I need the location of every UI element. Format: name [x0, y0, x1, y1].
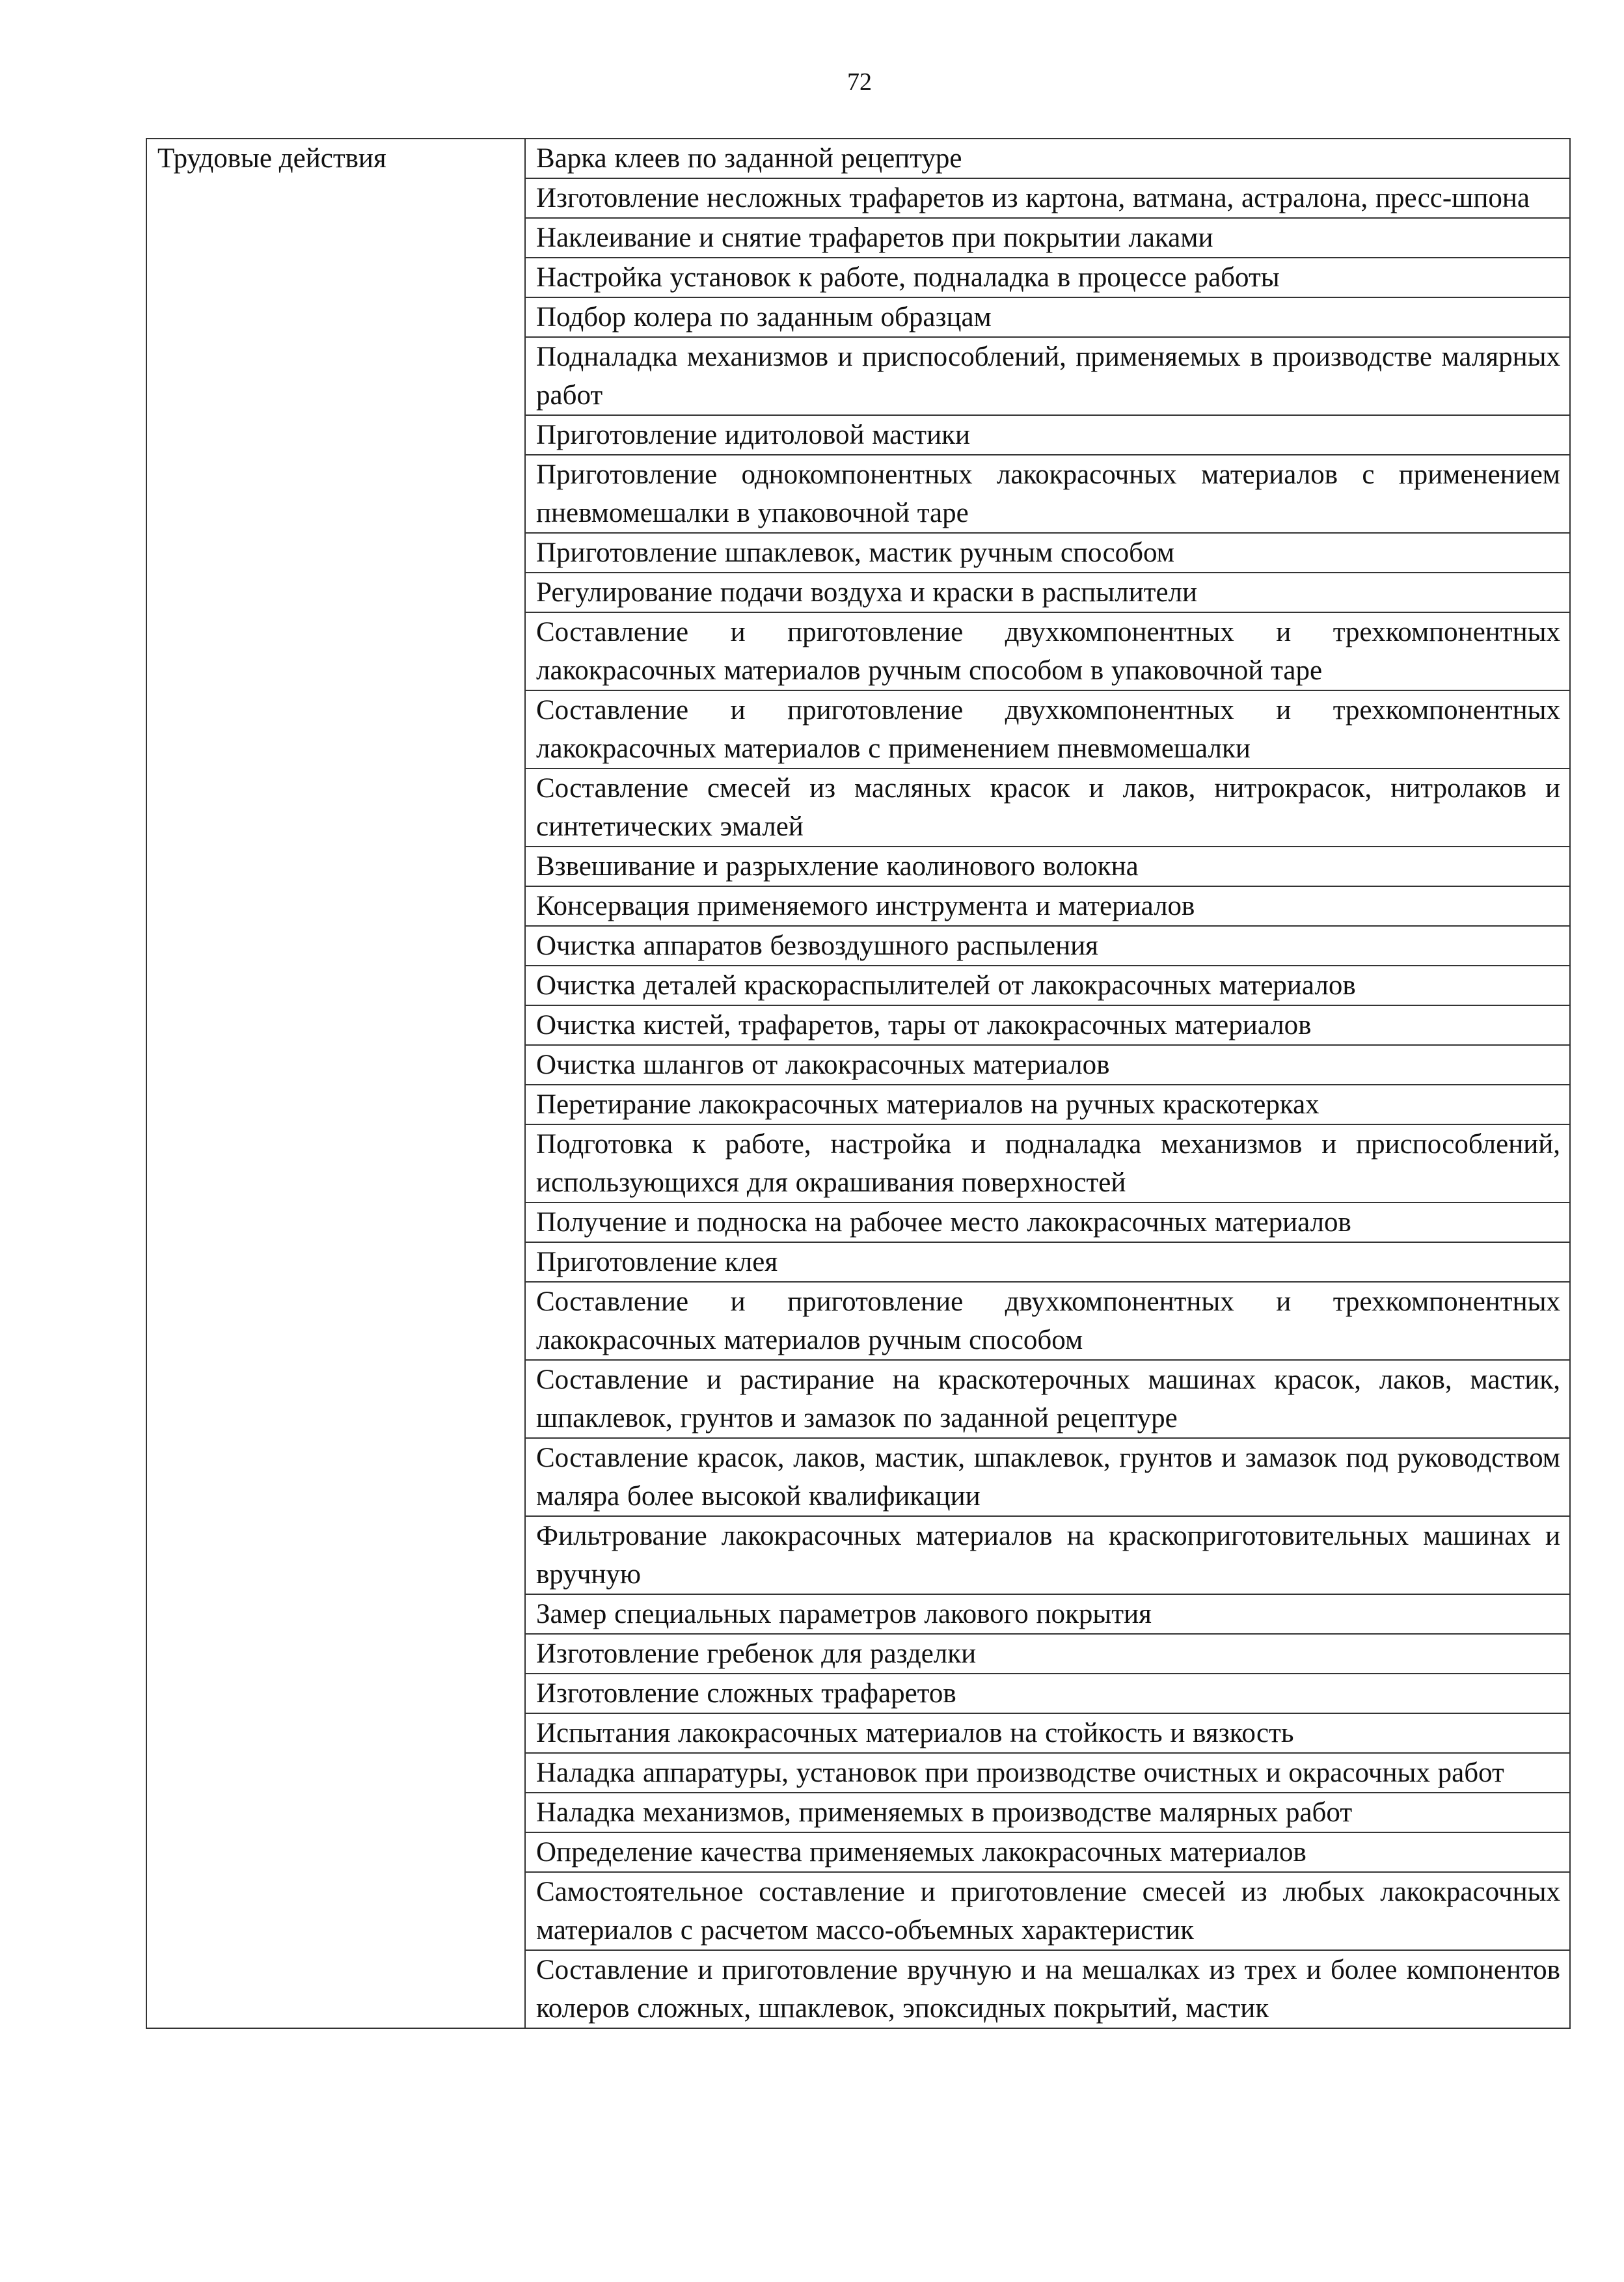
labor-action-item: Составление смесей из масляных красок и лаков, нитрокрасок, нитролаков и синтетических эмалей — [525, 768, 1570, 847]
labor-action-item: Настройка установок к работе, подналадка в процессе работы — [525, 258, 1570, 297]
labor-action-item: Определение качества применяемых лакокрасочных материалов — [525, 1832, 1570, 1872]
labor-action-item: Перетирание лакокрасочных материалов на ручных краскотерках — [525, 1085, 1570, 1124]
labor-action-item: Замер специальных параметров лакового покрытия — [525, 1594, 1570, 1634]
labor-action-item: Наладка аппаратуры, установок при производстве очистных и окрасочных работ — [525, 1753, 1570, 1793]
labor-action-item: Составление и приготовление вручную и на мешалках из трех и более компонентов колеров сложных, шпаклевок, эпоксидных покрытий, мастик — [525, 1950, 1570, 2028]
labor-action-item: Очистка шлангов от лакокрасочных материалов — [525, 1045, 1570, 1085]
labor-action-item: Очистка кистей, трафаретов, тары от лакокрасочных материалов — [525, 1005, 1570, 1045]
labor-action-item: Варка клеев по заданной рецептуре — [525, 139, 1570, 178]
labor-action-item: Взвешивание и разрыхление каолинового волокна — [525, 847, 1570, 886]
labor-action-item: Получение и подноска на рабочее место лакокрасочных материалов — [525, 1202, 1570, 1242]
table-row — [146, 139, 1570, 178]
labor-action-item: Составление и приготовление двухкомпонентных и трехкомпонентных лакокрасочных материалов ручным способом — [525, 1282, 1570, 1360]
row-label: Трудовые действия — [146, 139, 525, 2028]
labor-action-item: Составление красок, лаков, мастик, шпаклевок, грунтов и замазок под руководством маляра более высокой квалификации — [525, 1438, 1570, 1516]
labor-action-item: Очистка аппаратов безвоздушного распыления — [525, 926, 1570, 966]
labor-action-item: Подналадка механизмов и приспособлений, применяемых в производстве малярных работ — [525, 337, 1570, 415]
labor-action-item: Регулирование подачи воздуха и краски в распылители — [525, 573, 1570, 612]
labor-action-item: Составление и приготовление двухкомпонентных и трехкомпонентных лакокрасочных материалов с применением пневмомешалки — [525, 690, 1570, 768]
labor-action-item: Фильтрование лакокрасочных материалов на краскоприготовительных машинах и вручную — [525, 1516, 1570, 1594]
labor-action-item: Составление и приготовление двухкомпонентных и трехкомпонентных лакокрасочных материалов ручным способом в упаковочной таре — [525, 612, 1570, 690]
labor-action-item: Наладка механизмов, применяемых в производстве малярных работ — [525, 1793, 1570, 1832]
labor-action-item: Наклеивание и снятие трафаретов при покрытии лаками — [525, 218, 1570, 258]
labor-action-item: Подготовка к работе, настройка и подналадка механизмов и приспособлений, использующихся для окрашивания поверхностей — [525, 1124, 1570, 1202]
labor-action-item: Изготовление сложных трафаретов — [525, 1674, 1570, 1713]
labor-action-item: Приготовление идитоловой мастики — [525, 415, 1570, 455]
labor-action-item: Испытания лакокрасочных материалов на стойкость и вязкость — [525, 1713, 1570, 1753]
labor-action-item: Самостоятельное составление и приготовление смесей из любых лакокрасочных материалов с расчетом массо-объемных характеристик — [525, 1872, 1570, 1950]
labor-action-item: Приготовление клея — [525, 1242, 1570, 1282]
labor-action-item: Приготовление шпаклевок, мастик ручным способом — [525, 533, 1570, 573]
labor-action-item: Подбор колера по заданным образцам — [525, 297, 1570, 337]
labor-action-item: Приготовление однокомпонентных лакокрасочных материалов с применением пневмомешалки в упаковочной таре — [525, 455, 1570, 533]
labor-action-item: Консервация применяемого инструмента и материалов — [525, 886, 1570, 926]
labor-actions-table — [146, 138, 1571, 2029]
labor-action-item: Изготовление несложных трафаретов из картона, ватмана, астралона, пресс-шпона — [525, 178, 1570, 218]
labor-action-item: Составление и растирание на краскотерочных машинах красок, лаков, мастик, шпаклевок, грунтов и замазок по заданной рецептуре — [525, 1360, 1570, 1438]
labor-action-item: Изготовление гребенок для разделки — [525, 1634, 1570, 1674]
table-body — [146, 139, 1570, 2028]
page-number: 72 — [847, 68, 872, 96]
labor-action-item: Очистка деталей краскораспылителей от лакокрасочных материалов — [525, 966, 1570, 1005]
